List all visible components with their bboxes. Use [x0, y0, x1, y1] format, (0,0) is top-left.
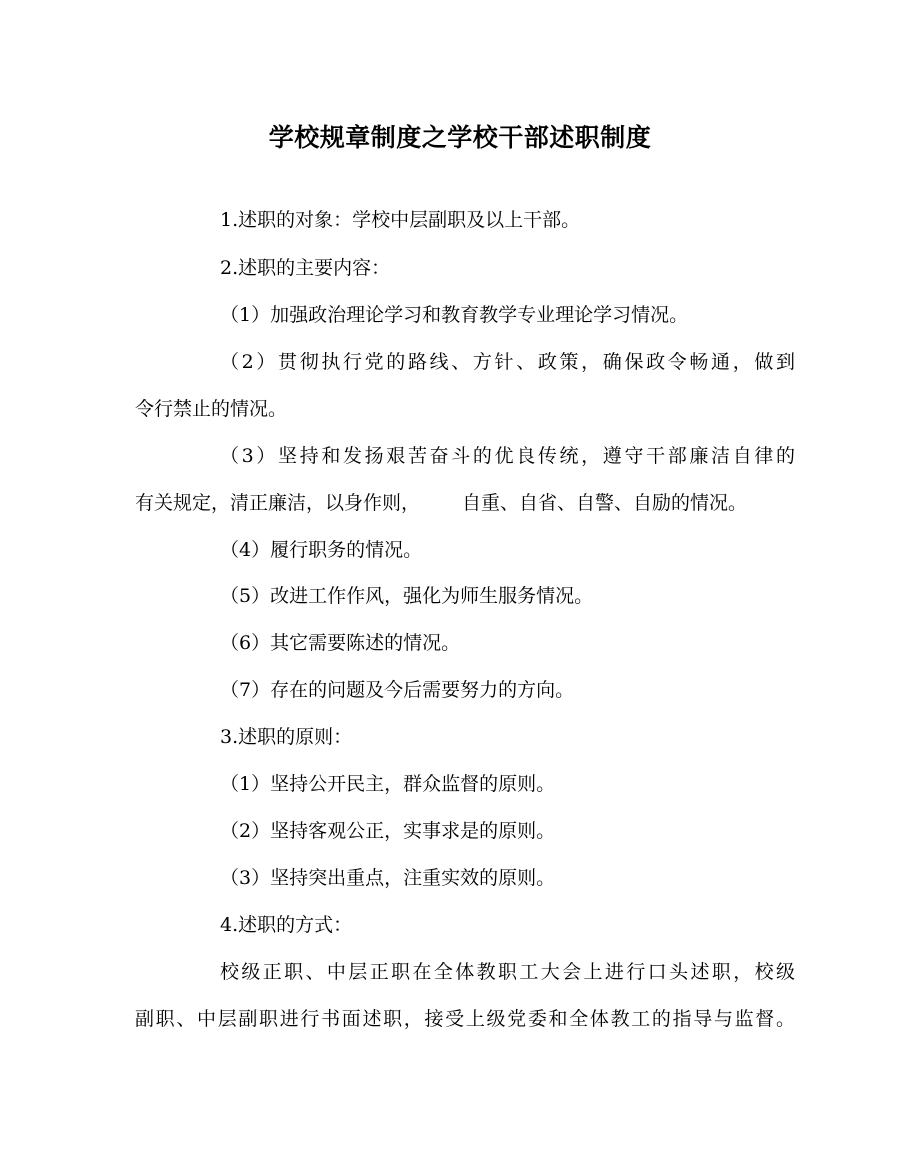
section-2-item-5: （5）改进工作作风，强化为师生服务情况。: [220, 585, 594, 607]
document-title: 学校规章制度之学校干部述职制度: [268, 123, 652, 152]
section-2-item-3-line-2: [135, 488, 795, 518]
section-3-item-3: （3）坚持突出重点，注重实效的原则。: [220, 867, 556, 889]
section-2-item-7: （7）存在的问题及今后需要努力的方向。: [220, 679, 575, 701]
section-2-item-1: （1）加强政治理论学习和教育教学专业理论学习情况。: [220, 304, 689, 326]
section-4-heading: 4.述职的方式：: [220, 914, 353, 936]
section-3-heading: 3.述职的原则：: [220, 726, 353, 748]
section-3-item-1: （1）坚持公开民主，群众监督的原则。: [220, 773, 556, 795]
section-2-item-2-line-1: （2）贯彻执行党的路线、方针、政策，确保政令畅通，做到: [220, 351, 795, 373]
section-2-item-3-line-2-part-2: 自重、自省、自警、自励的情况。: [462, 492, 748, 514]
section-3-item-2: （2）坚持客观公正，实事求是的原则。: [220, 820, 556, 842]
section-2-item-3-line-1: （3）坚持和发扬艰苦奋斗的优良传统，遵守干部廉洁自律的: [220, 445, 795, 467]
section-4-body-line-2: 副职、中层副职进行书面述职，接受上级党委和全体教工的指导与监督。: [135, 1008, 795, 1030]
section-4-body-line-1: 校级正职、中层正职在全体教职工大会上进行口头述职，校级: [220, 961, 795, 983]
section-1-object: 1.述职的对象：学校中层副职及以上干部。: [220, 209, 581, 231]
section-2-item-3-line-2-part-1: 有关规定，清正廉洁，以身作则，: [135, 492, 421, 514]
section-2-item-6: （6）其它需要陈述的情况。: [220, 632, 461, 654]
section-2-item-2-line-2: 令行禁止的情况。: [135, 398, 288, 420]
section-2-item-4: （4）履行职务的情况。: [220, 539, 423, 561]
section-2-heading: 2.述职的主要内容：: [220, 257, 391, 279]
